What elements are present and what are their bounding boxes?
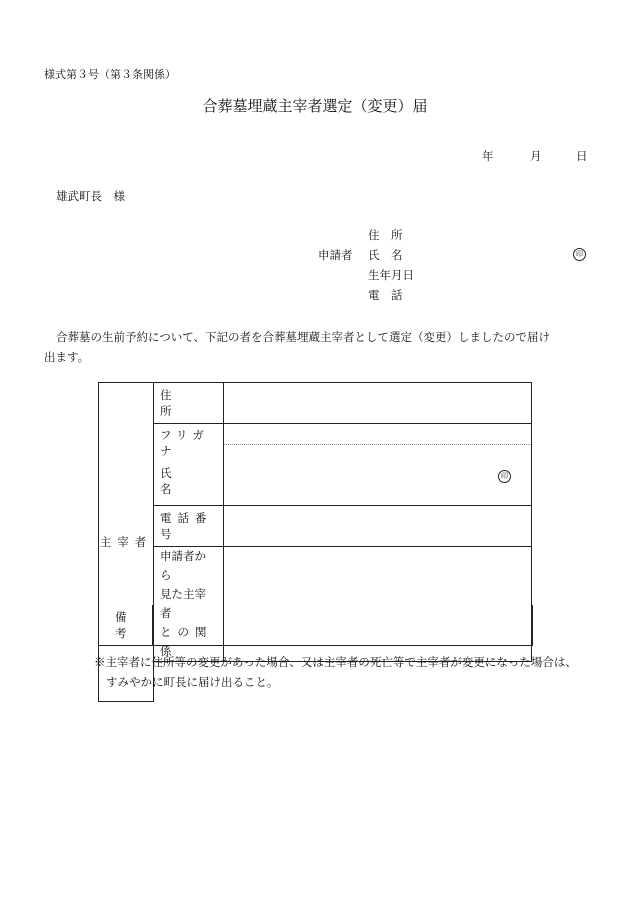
host-name-label: 氏名 <box>160 466 194 496</box>
host-phone-field[interactable] <box>224 506 532 547</box>
form-number: 様式第３号（第３条関係） <box>44 68 176 81</box>
host-address-label-text: 住所 <box>160 388 194 418</box>
host-address-field[interactable] <box>224 383 532 424</box>
host-name-field[interactable] <box>224 445 531 505</box>
footnote <box>94 652 577 692</box>
footnote-line: ※主宰者に住所等の変更があった場合、又は主宰者の死亡等で主宰者が変更になった場合は、 <box>94 655 577 669</box>
date-year-label: 年 <box>482 149 494 163</box>
footnote-line: すみやかに町長に届け出ること。 <box>106 675 279 689</box>
addressee: 雄武町長 様 <box>56 189 125 203</box>
host-furigana-label: フリガナ <box>160 428 209 458</box>
host-relation-label-line: 申請者から <box>160 549 206 582</box>
host-relation-label-line: 見た主宰者 <box>160 587 206 620</box>
body-text-line: 合葬墓の生前予約について、下記の者を合葬墓埋蔵主宰者として選定（変更）しましたので届け <box>56 330 551 344</box>
form-title: 合葬墓埋蔵主宰者選定（変更）届 <box>202 97 428 115</box>
host-role-label: 主宰者 <box>99 383 154 702</box>
remarks-label: 備考 <box>99 605 153 645</box>
body-text <box>44 327 594 367</box>
host-relation-label-line: との関係 <box>160 625 213 658</box>
applicant-phone-label: 電 話 <box>368 288 403 302</box>
host-name-label-cell <box>154 424 224 506</box>
applicant-name-label: 氏 名 <box>368 248 403 262</box>
host-phone-label-text: 電話番号 <box>160 511 213 541</box>
host-phone-label <box>154 506 224 547</box>
host-name-cell <box>224 424 532 506</box>
host-seal-mark: 印 <box>498 470 511 483</box>
host-furigana-field[interactable] <box>224 424 531 445</box>
remarks-row <box>98 605 533 646</box>
host-address-label <box>154 383 224 424</box>
applicant-seal-mark: 印 <box>573 248 586 261</box>
date-day-label: 日 <box>576 149 588 163</box>
applicant-address-label: 住 所 <box>368 228 403 242</box>
applicant-role-label: 申請者 <box>318 248 353 262</box>
remarks-field[interactable] <box>153 605 532 645</box>
body-text-line: 出ます。 <box>44 350 90 364</box>
applicant-birthdate-label: 生年月日 <box>368 268 414 282</box>
date-month-label: 月 <box>530 149 542 163</box>
